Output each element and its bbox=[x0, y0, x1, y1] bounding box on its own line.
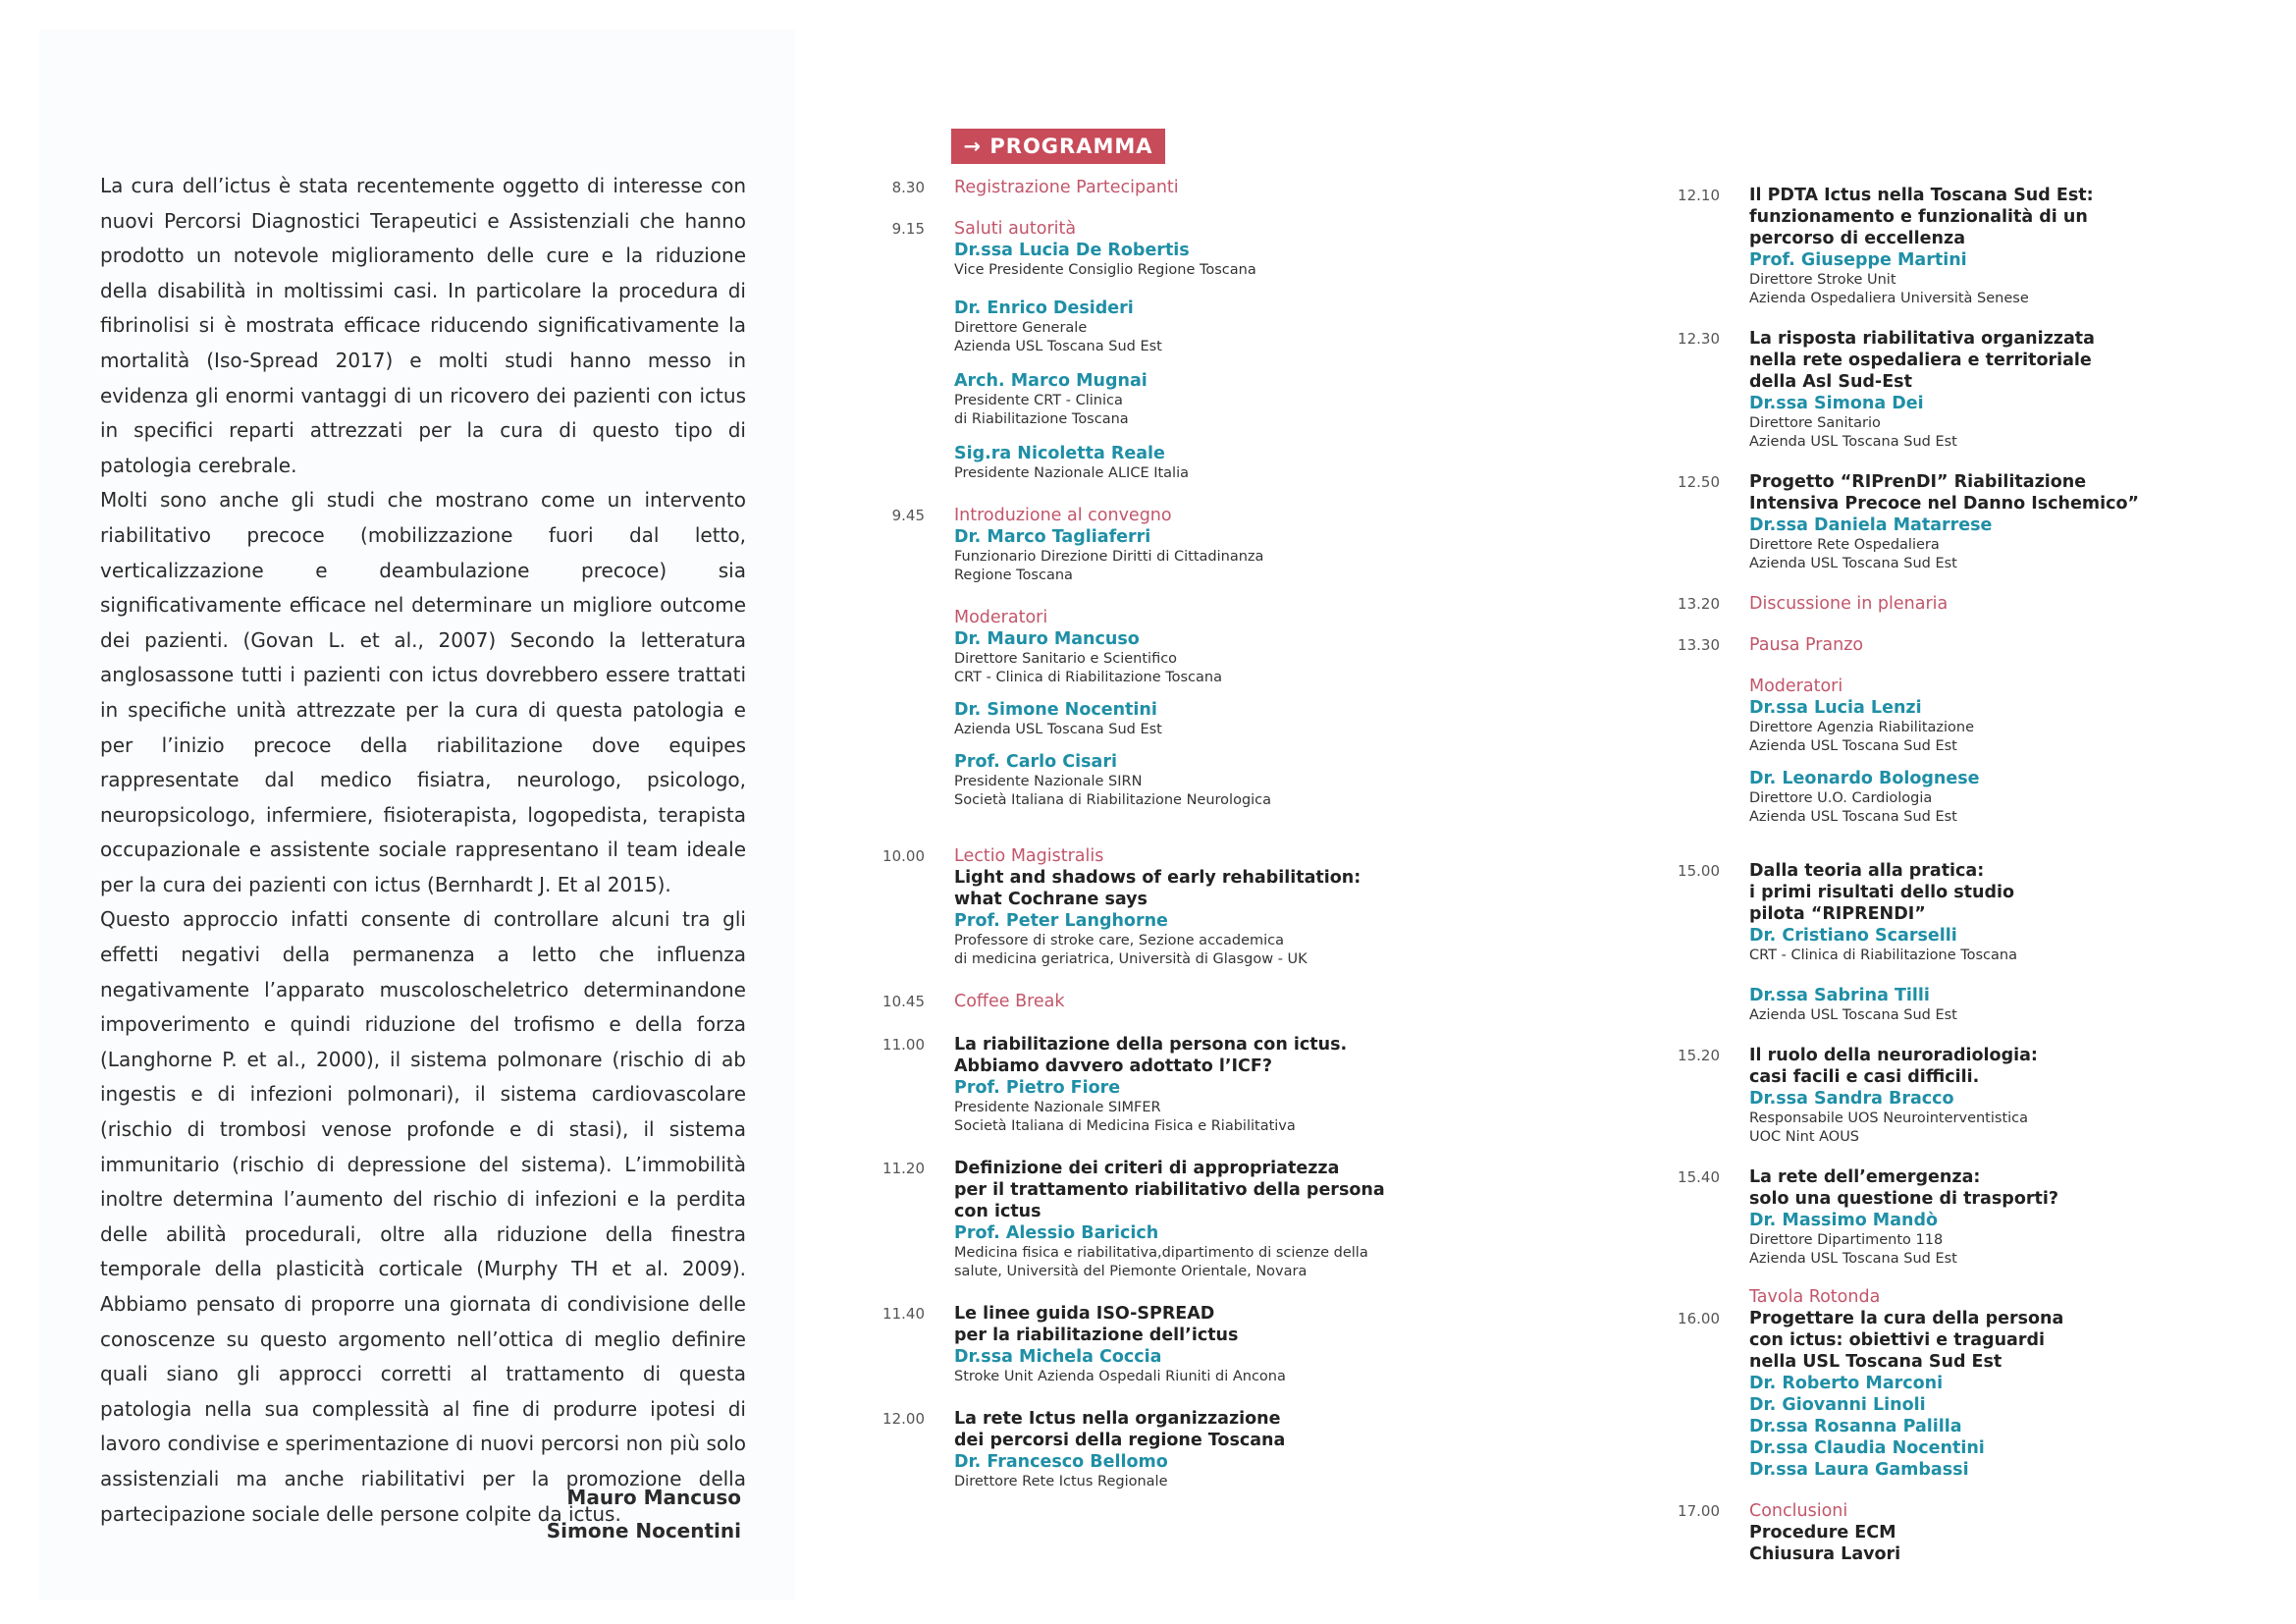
program-category: Coffee Break bbox=[954, 992, 1065, 1011]
program-title: nella rete ospedaliera e territoriale bbox=[1749, 351, 2092, 370]
program-entry bbox=[864, 607, 1414, 687]
speaker-role: CRT - Clinica di Riabilitazione Toscana bbox=[1749, 947, 2017, 963]
program-entry bbox=[864, 443, 1414, 483]
speaker-role: Regione Toscana bbox=[954, 568, 1073, 583]
program-entry bbox=[1659, 593, 2209, 615]
program-category: Pausa Pranzo bbox=[1749, 635, 1864, 655]
program-entry bbox=[864, 1158, 1414, 1281]
speaker-role: Azienda USL Toscana Sud Est bbox=[1749, 556, 1957, 571]
program-title: percorso di eccellenza bbox=[1749, 229, 1966, 248]
program-title: La rete Ictus nella organizzazione bbox=[954, 1409, 1281, 1429]
program-category: Lectio Magistralis bbox=[954, 846, 1104, 866]
speaker-name: Dr.ssa Claudia Nocentini bbox=[1749, 1438, 1985, 1458]
program-entry bbox=[1659, 1166, 2209, 1269]
speaker-name: Prof. Giuseppe Martini bbox=[1749, 250, 1967, 270]
program-entry bbox=[864, 177, 1414, 198]
program-title: Chiusura Lavori bbox=[1749, 1544, 1901, 1564]
speaker-name: Dr. Simone Nocentini bbox=[954, 700, 1157, 720]
program-entry bbox=[1659, 328, 2209, 452]
speaker-name: Dr. Marco Tagliaferri bbox=[954, 527, 1151, 547]
program-entry bbox=[864, 370, 1414, 429]
speaker-name: Dr. Massimo Mandò bbox=[1749, 1211, 1939, 1230]
program-time: 16.00 bbox=[1678, 1310, 1720, 1327]
program-entry bbox=[1659, 471, 2209, 573]
program-entry bbox=[1659, 1308, 2209, 1481]
speaker-name: Dr. Cristiano Scarselli bbox=[1749, 926, 1957, 946]
program-category: Registrazione Partecipanti bbox=[954, 178, 1179, 197]
speaker-role: CRT - Clinica di Riabilitazione Toscana bbox=[954, 670, 1222, 685]
program-entry bbox=[1659, 676, 2209, 756]
speaker-role: Azienda USL Toscana Sud Est bbox=[954, 339, 1162, 354]
speaker-role: Società Italiana di Riabilitazione Neurologica bbox=[954, 792, 1272, 808]
program-entry bbox=[1659, 1286, 2209, 1308]
program-title: La risposta riabilitativa organizzata bbox=[1749, 329, 2095, 349]
program-entry bbox=[1659, 860, 2209, 965]
speaker-role: Azienda USL Toscana Sud Est bbox=[1749, 1251, 1957, 1267]
program-title: Procedure ECM bbox=[1749, 1523, 1896, 1543]
speaker-role: Direttore Stroke Unit bbox=[1749, 272, 1896, 288]
program-entry bbox=[1659, 185, 2209, 308]
program-title: La riabilitazione della persona con ictus. bbox=[954, 1035, 1348, 1055]
program-entry bbox=[1659, 1500, 2209, 1565]
speaker-name: Dr.ssa Sabrina Tilli bbox=[1749, 986, 1930, 1005]
program-entry bbox=[1659, 985, 2209, 1025]
speaker-name: Dr.ssa Rosanna Palilla bbox=[1749, 1417, 1962, 1436]
program-entry bbox=[864, 699, 1414, 739]
speaker-role: di Riabilitazione Toscana bbox=[954, 411, 1129, 427]
program-title: Progetto “RIPrenDI” Riabilitazione bbox=[1749, 472, 2087, 492]
speaker-name: Dr. Enrico Desideri bbox=[954, 298, 1134, 318]
program-time: 15.00 bbox=[1678, 862, 1720, 880]
speaker-role: Direttore Dipartimento 118 bbox=[1749, 1232, 1944, 1248]
speaker-name: Dr.ssa Sandra Bracco bbox=[1749, 1089, 1954, 1109]
program-time: 15.40 bbox=[1678, 1168, 1720, 1186]
speaker-role: Azienda Ospedaliera Università Senese bbox=[1749, 291, 2029, 306]
program-time: 11.00 bbox=[882, 1036, 925, 1054]
speaker-name: Dr.ssa Lucia De Robertis bbox=[954, 241, 1190, 260]
speaker-role: Azienda USL Toscana Sud Est bbox=[1749, 434, 1957, 450]
speaker-role: Azienda USL Toscana Sud Est bbox=[1749, 809, 1957, 825]
program-title: Light and shadows of early rehabilitation: bbox=[954, 868, 1362, 888]
speaker-name: Dr.ssa Daniela Matarrese bbox=[1749, 515, 1993, 535]
speaker-name: Dr. Giovanni Linoli bbox=[1749, 1395, 1926, 1415]
program-time: 11.40 bbox=[882, 1305, 925, 1323]
program-category: Moderatori bbox=[1749, 677, 1843, 696]
speaker-name: Prof. Peter Langhorne bbox=[954, 911, 1168, 931]
speaker-role: Direttore U.O. Cardiologia bbox=[1749, 790, 1933, 806]
program-entry bbox=[864, 1303, 1414, 1386]
speaker-name: Dr. Leonardo Bolognese bbox=[1749, 769, 1980, 788]
program-title: Abbiamo davvero adottato l’ICF? bbox=[954, 1056, 1273, 1076]
program-entry bbox=[864, 751, 1414, 810]
speaker-name: Dr. Mauro Mancuso bbox=[954, 629, 1140, 649]
speaker-name: Dr.ssa Lucia Lenzi bbox=[1749, 698, 1922, 718]
program-title: Il PDTA Ictus nella Toscana Sud Est: bbox=[1749, 186, 2094, 205]
speaker-role: Direttore Generale bbox=[954, 320, 1088, 336]
program-category: Discussione in plenaria bbox=[1749, 594, 1949, 614]
program-title: della Asl Sud-Est bbox=[1749, 372, 1912, 392]
program-time: 8.30 bbox=[891, 179, 925, 196]
signature-name: Simone Nocentini bbox=[546, 1519, 741, 1543]
program-time: 17.00 bbox=[1678, 1502, 1720, 1520]
program-entry bbox=[1659, 1045, 2209, 1147]
intro-text bbox=[100, 169, 746, 1532]
signatures bbox=[547, 1481, 741, 1547]
program-time: 9.15 bbox=[891, 220, 925, 238]
program-time: 12.10 bbox=[1678, 187, 1720, 204]
speaker-role: Direttore Sanitario bbox=[1749, 415, 1881, 431]
program-time: 12.30 bbox=[1678, 330, 1720, 348]
speaker-role: Direttore Rete Ictus Regionale bbox=[954, 1474, 1168, 1489]
speaker-name: Prof. Carlo Cisari bbox=[954, 752, 1117, 772]
program-title: dei percorsi della regione Toscana bbox=[954, 1431, 1286, 1450]
program-entry bbox=[864, 218, 1414, 280]
speaker-role: salute, Università del Piemonte Orientale, Novara bbox=[954, 1264, 1308, 1279]
speaker-role: Vice Presidente Consiglio Regione Toscana bbox=[954, 262, 1256, 278]
speaker-role: Professore di stroke care, Sezione accademica bbox=[954, 933, 1285, 948]
program-column-right bbox=[1659, 177, 2209, 1565]
program-title: Dalla teoria alla pratica: bbox=[1749, 861, 1985, 881]
program-entry bbox=[1659, 634, 2209, 656]
speaker-name: Arch. Marco Mugnai bbox=[954, 371, 1148, 391]
program-entry bbox=[864, 1408, 1414, 1491]
speaker-role: Azienda USL Toscana Sud Est bbox=[954, 722, 1162, 737]
program-category: Conclusioni bbox=[1749, 1501, 1848, 1521]
program-title: Intensiva Precoce nel Danno Ischemico” bbox=[1749, 494, 2139, 514]
program-entry bbox=[864, 298, 1414, 356]
speaker-role: Responsabile UOS Neurointerventistica bbox=[1749, 1110, 2029, 1126]
program-category: Introduzione al convegno bbox=[954, 506, 1172, 525]
speaker-name: Prof. Pietro Fiore bbox=[954, 1078, 1121, 1098]
program-entry bbox=[864, 505, 1414, 585]
program-title: Le linee guida ISO-SPREAD bbox=[954, 1304, 1215, 1324]
program-time: 9.45 bbox=[891, 507, 925, 524]
speaker-role: Società Italiana di Medicina Fisica e Riabilitativa bbox=[954, 1118, 1296, 1134]
program-title: per il trattamento riabilitativo della persona con ictus bbox=[954, 1180, 1385, 1221]
program-time: 13.20 bbox=[1678, 595, 1720, 613]
speaker-role: UOC Nint AOUS bbox=[1749, 1129, 1860, 1145]
programma-header: → PROGRAMMA bbox=[951, 129, 1165, 164]
program-time: 13.30 bbox=[1678, 636, 1720, 654]
speaker-name: Dr. Roberto Marconi bbox=[1749, 1374, 1944, 1393]
speaker-role: Azienda USL Toscana Sud Est bbox=[1749, 738, 1957, 754]
speaker-role: Azienda USL Toscana Sud Est bbox=[1749, 1007, 1957, 1023]
speaker-name: Dr.ssa Simona Dei bbox=[1749, 394, 1924, 413]
speaker-role: di medicina geriatrica, Università di Glasgow - UK bbox=[954, 951, 1308, 967]
program-time: 10.00 bbox=[882, 847, 925, 865]
program-title: casi facili e casi difficili. bbox=[1749, 1067, 1980, 1087]
program-entry bbox=[864, 845, 1414, 969]
speaker-role: Presidente Nazionale SIRN bbox=[954, 774, 1143, 789]
program-title: nella USL Toscana Sud Est bbox=[1749, 1352, 2002, 1372]
speaker-role: Presidente Nazionale ALICE Italia bbox=[954, 465, 1190, 481]
program-entry bbox=[864, 1034, 1414, 1136]
program-time: 11.20 bbox=[882, 1160, 925, 1177]
intro-paragraph: La cura dell’ictus è stata recentemente oggetto di interesse con nuovi Percorsi Diagnostici Terapeutici e Assistenziali che hanno prodotto un notevole miglioramento delle cure e la riduzione della disabilità in moltissimi casi. In particolare la procedura di fibrinolisi si è mostrata efficace riducendo significativamente la mortalità (Iso-Spread 2017) e molti studi hanno messo in evidenza gli enormi vantaggi di un ricovero dei pazienti con ictus in specifici reparti attrezzati per la cura di questo tipo di patologia cerebrale. bbox=[100, 174, 746, 477]
speaker-role: Presidente Nazionale SIMFER bbox=[954, 1100, 1161, 1115]
program-title: i primi risultati dello studio bbox=[1749, 883, 2015, 902]
program-title: per la riabilitazione dell’ictus bbox=[954, 1326, 1239, 1345]
speaker-role: Direttore Rete Ospedaliera bbox=[1749, 537, 1940, 553]
speaker-name: Sig.ra Nicoletta Reale bbox=[954, 444, 1165, 463]
program-entry bbox=[1659, 768, 2209, 827]
intro-paragraph: Questo approccio infatti consente di controllare alcuni tra gli effetti negativi della permanenza a letto che influenza negativamente l’apparato muscoloscheletrico determinandone impoverimento e quindi riduzione del trofismo e della forza (Langhorne P. et al., 2000), il sistema polmonare (rischio di ab ingestis e di infezioni polmonari), il sistema cardiovascolare (rischio di trombosi venose profonde e di stasi), il sistema immunitario (rischio di depressione del sistema). L’immobilità inoltre determina l’aumento del rischio di infezioni e la perdita delle abilità procedurali, oltre alla riduzione della finestra temporale della plasticità corticale (Murphy TH et al. 2009). Abbiamo pensato di proporre una giornata di condivisione delle conoscenze su questo argomento nell’ottica di meglio definire quali siano gli approcci corretti al trattamento di questa patologia nella sua complessità al fine di produrre ipotesi di lavoro condivise e sperimentazione di nuovi percorsi non più solo assistenziali ma anche riabilitativi per la promozione della partecipazione sociale delle persone colpite da ictus. bbox=[100, 907, 746, 1526]
program-time: 15.20 bbox=[1678, 1047, 1720, 1064]
speaker-role: Direttore Agenzia Riabilitazione bbox=[1749, 720, 1975, 735]
speaker-role: Presidente CRT - Clinica bbox=[954, 393, 1123, 408]
program-category: Moderatori bbox=[954, 608, 1048, 627]
program-title: La rete dell’emergenza: bbox=[1749, 1167, 1981, 1187]
program-title: solo una questione di trasporti? bbox=[1749, 1189, 2058, 1209]
speaker-name: Dr.ssa Michela Coccia bbox=[954, 1347, 1162, 1367]
speaker-role: Direttore Sanitario e Scientifico bbox=[954, 651, 1178, 667]
speaker-name: Dr. Francesco Bellomo bbox=[954, 1452, 1168, 1472]
program-column-middle bbox=[864, 177, 1414, 1491]
program-time: 10.45 bbox=[882, 993, 925, 1010]
signature-name: Mauro Mancuso bbox=[566, 1486, 741, 1509]
speaker-name: Prof. Alessio Baricich bbox=[954, 1223, 1159, 1243]
program-time: 12.50 bbox=[1678, 473, 1720, 491]
program-time: 12.00 bbox=[882, 1410, 925, 1428]
intro-paragraph: Molti sono anche gli studi che mostrano come un intervento riabilitativo precoce (mobilizzazione fuori dal letto, verticalizzazione e deambulazione precoce) sia significativamente efficace nel determinare un migliore outcome dei pazienti. (Govan L. et al., 2007) Secondo la letteratura anglosassone tutti i pazienti con ictus dovrebbero essere trattati in specifiche unità attrezzate per la cura di questa patologia e per l’inizio precoce della riabilitazione dove equipes rappresentate dal medico fisiatra, neurologo, psicologo, neuropsicologo, infermiere, fisioterapista, logopedista, terapista occupazionale e assistente sociale rappresentano il team ideale per la cura dei pazienti con ictus (Bernhardt J. Et al 2015). bbox=[100, 488, 746, 896]
program-category: Saluti autorità bbox=[954, 219, 1077, 239]
program-entry bbox=[864, 991, 1414, 1012]
program-title: what Cochrane says bbox=[954, 890, 1148, 909]
program-title: Definizione dei criteri di appropriatezza bbox=[954, 1159, 1340, 1178]
speaker-role: Funzionario Direzione Diritti di Cittadinanza bbox=[954, 549, 1264, 565]
program-title: Progettare la cura della persona bbox=[1749, 1309, 2064, 1328]
speaker-role: Medicina fisica e riabilitativa,dipartimento di scienze della bbox=[954, 1245, 1368, 1261]
speaker-role: Stroke Unit Azienda Ospedali Riuniti di Ancona bbox=[954, 1369, 1286, 1384]
program-title: pilota “RIPRENDI” bbox=[1749, 904, 1926, 924]
program-title: Il ruolo della neuroradiologia: bbox=[1749, 1046, 2038, 1065]
program-category: Tavola Rotonda bbox=[1749, 1287, 1881, 1307]
program-title: funzionamento e funzionalità di un bbox=[1749, 207, 2088, 227]
program-title: con ictus: obiettivi e traguardi bbox=[1749, 1330, 2046, 1350]
speaker-name: Dr.ssa Laura Gambassi bbox=[1749, 1460, 1969, 1480]
